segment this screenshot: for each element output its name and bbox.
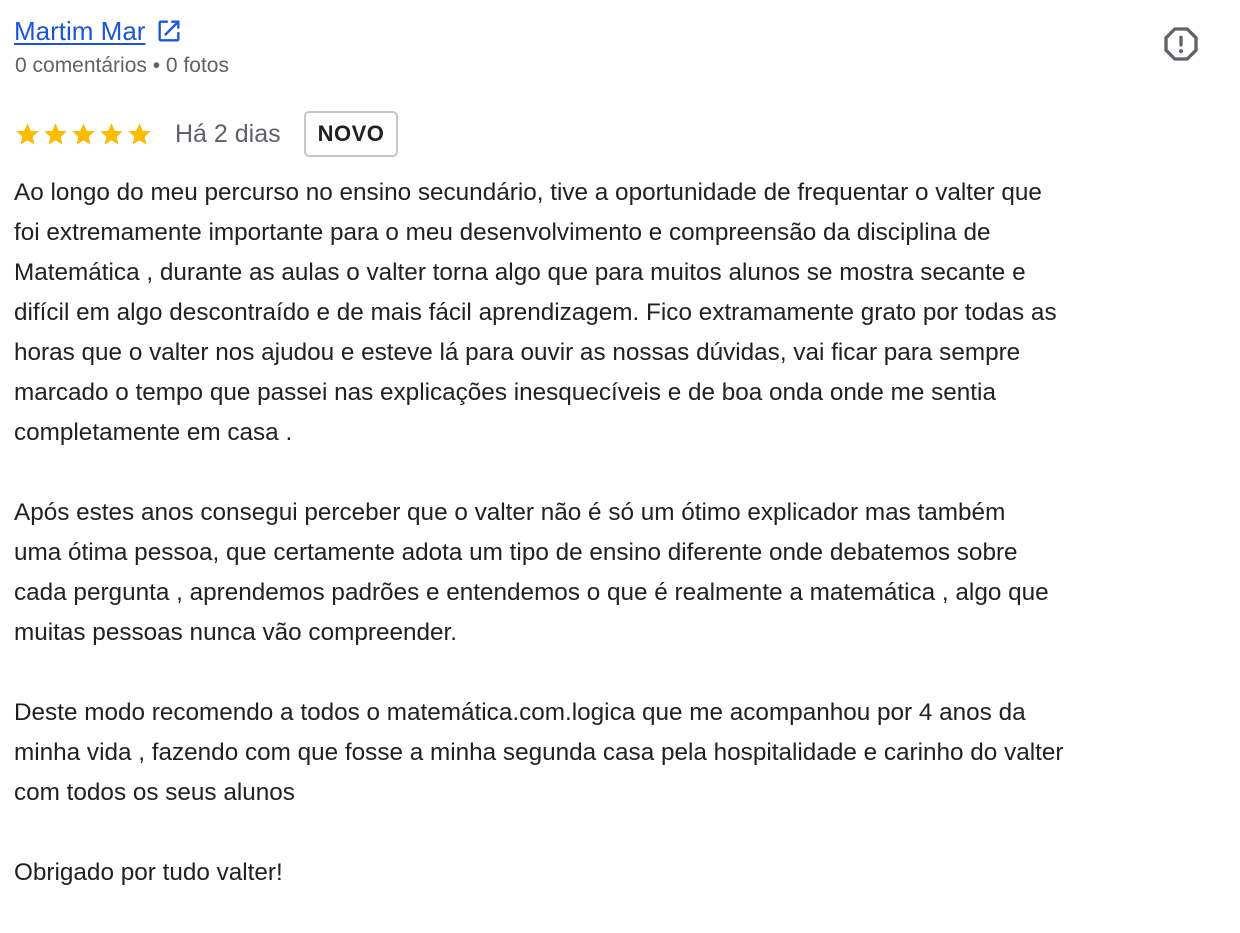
author-name-link[interactable]: Martim Mar [14, 16, 146, 46]
review-paragraph [14, 693, 1234, 813]
star-icon [42, 121, 69, 148]
star-icon [14, 121, 41, 148]
reviewer-stats: 0 comentários • 0 fotos [15, 54, 229, 77]
open-in-new-icon[interactable] [155, 17, 183, 45]
review-text-line: uma ótima pessoa, que certamente adota um tipo de ensino diferente onde debatemos sobre [14, 539, 1018, 566]
report-flag-icon[interactable] [1161, 24, 1201, 64]
review-text-line: minha vida , fazendo com que fosse a minha segunda casa pela hospitalidade e carinho do valter [14, 739, 1064, 766]
new-badge: NOVO [304, 111, 399, 157]
review-text-line: completamente em casa . [14, 419, 293, 446]
review-text-line: foi extremamente importante para o meu desenvolvimento e compreensão da disciplina de [14, 219, 991, 246]
review-text-line: difícil em algo descontraído e de mais fácil aprendizagem. Fico extramamente grato por todas as [14, 299, 1057, 326]
review-text-line: horas que o valter nos ajudou e esteve lá para ouvir as nossas dúvidas, vai ficar para sempre [14, 339, 1021, 366]
review-paragraph [14, 173, 1234, 453]
rating-row [14, 109, 398, 159]
review-text-line: muitas pessoas nunca vão compreender. [14, 619, 458, 646]
review-date: Há 2 dias [175, 120, 281, 148]
star-icon [70, 121, 97, 148]
review-text-line: com todos os seus alunos [14, 779, 295, 806]
review-text-line: marcado o tempo que passei nas explicações inesquecíveis e de boa onda onde me sentia [14, 379, 996, 406]
review-text-line: Matemática , durante as aulas o valter torna algo que para muitos alunos se mostra secante e [14, 259, 1026, 286]
author-row [14, 14, 183, 48]
review-text [14, 173, 1234, 933]
review-paragraph [14, 493, 1234, 653]
review-text-line: Ao longo do meu percurso no ensino secundário, tive a oportunidade de frequentar o valter que [14, 179, 1042, 206]
review-paragraph [14, 853, 1234, 893]
star-icon [126, 121, 153, 148]
star-icon [98, 121, 125, 148]
review-text-line: Obrigado por tudo valter! [14, 859, 283, 886]
star-rating [14, 121, 154, 148]
review-text-line: Deste modo recomendo a todos o matemática.com.logica que me acompanhou por 4 anos da [14, 699, 1026, 726]
review-text-line: cada pergunta , aprendemos padrões e entendemos o que é realmente a matemática , algo que [14, 579, 1049, 606]
review-text-line: Após estes anos consegui perceber que o valter não é só um ótimo explicador mas também [14, 499, 1006, 526]
